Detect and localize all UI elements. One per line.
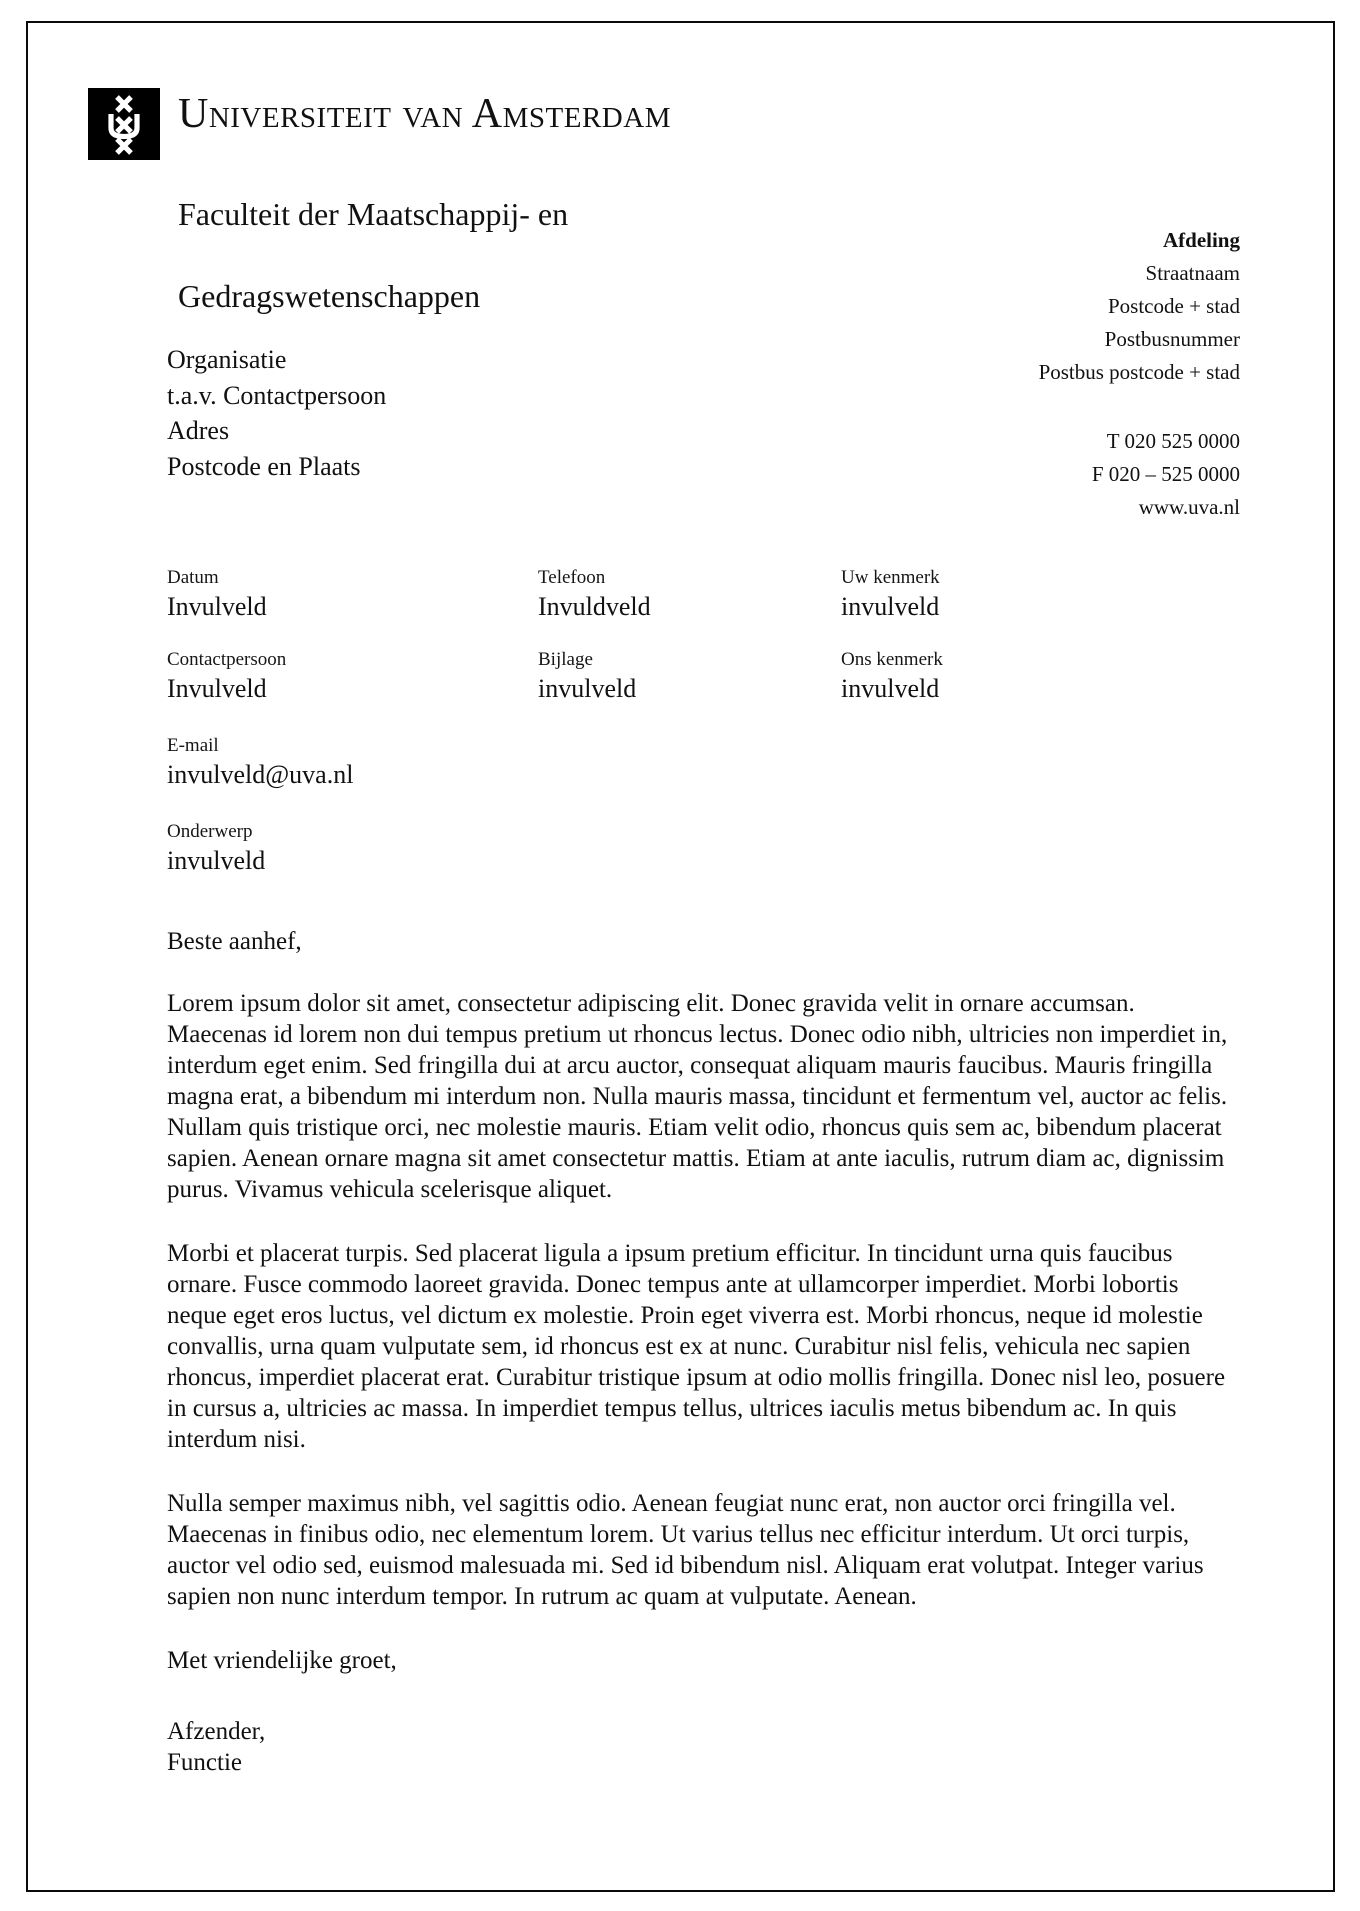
field-ons-kenmerk-value: invulveld — [841, 674, 940, 703]
sender-postcode-city: Postcode + stad — [1108, 294, 1240, 318]
signature-name: Afzender, — [167, 1718, 266, 1745]
field-uw-kenmerk-value: invulveld — [841, 592, 940, 621]
field-bijlage-label: Bijlage — [538, 649, 593, 670]
body-paragraph-3: Nulla semper maximus nibh, vel sagittis odio. Aenean feugiat nunc erat, non auctor orci fringilla vel. Maecenas in finibus odio, nec elementum lorem. Ut varius tellus nec efficitur interdum. Ut orci turpis, auctor vel odio sed, euismod malesuada mi. Sed id bibendum nisl. Aliquam erat volutpat. Integer varius sapien non nunc interdum tempor. In rutrum ac quam at vulputate. Aenean. — [167, 1490, 1204, 1610]
field-bijlage-value: invulveld — [538, 674, 637, 703]
recipient-contact: t.a.v. Contactpersoon — [167, 380, 387, 410]
field-bijlage — [538, 648, 636, 704]
faculty-name — [178, 153, 568, 358]
sender-street: Straatnaam — [1145, 261, 1240, 285]
field-uw-kenmerk — [841, 566, 940, 622]
recipient-address-block — [167, 342, 386, 484]
field-email-label: E-mail — [167, 735, 219, 756]
sender-phone: T 020 525 0000 — [1106, 429, 1240, 453]
field-telefoon-value: Invuldveld — [538, 592, 651, 621]
salutation: Beste aanhef, — [167, 928, 302, 955]
field-ons-kenmerk — [841, 648, 943, 704]
field-uw-kenmerk-label: Uw kenmerk — [841, 567, 940, 588]
field-contactpersoon — [167, 648, 286, 704]
field-datum-label: Datum — [167, 567, 219, 588]
field-contactpersoon-value: Invulveld — [167, 674, 267, 703]
signature-role: Functie — [167, 1749, 242, 1776]
field-onderwerp-label: Onderwerp — [167, 821, 253, 842]
signature-block — [167, 1716, 1240, 1778]
body-paragraph-2: Morbi et placerat turpis. Sed placerat ligula a ipsum pretium efficitur. In tincidunt urna quis faucibus ornare. Fusce commodo laoreet gravida. Donec tempus ante at ullamcorper imperdiet. Morbi lobortis neque eget eros luctus, vel dictum ex molestie. Proin eget viverra est. Morbi rhoncus, neque id molestie convallis, urna quam vulputate sem, id rhoncus est ex at nunc. Curabitur nisl felis, vehicula nec sapien rhoncus, imperdiet placerat erat. Curabitur tristique ipsum at odio mollis fringilla. Donec nisl leo, posuere in cursus a, ultricies ac massa. In imperdiet tempus tellus, ultrices iaculis metus bibendum ac. In quis interdum nisi. — [167, 1240, 1226, 1453]
sender-department: Afdeling — [1162, 228, 1240, 252]
sender-website: www.uva.nl — [1138, 495, 1240, 519]
field-onderwerp-value: invulveld — [167, 846, 266, 875]
recipient-postcode-city: Postcode en Plaats — [167, 451, 361, 481]
recipient-organisation: Organisatie — [167, 345, 287, 374]
sender-spacer — [1039, 389, 1240, 425]
uva-logo-icon — [88, 88, 160, 160]
faculty-line-1: Faculteit der Maatschappij- en — [178, 196, 569, 232]
field-datum-value: Invulveld — [167, 592, 267, 621]
closing-salutation: Met vriendelijke groet, — [167, 1647, 397, 1674]
university-wordmark: Universiteit van Amsterdam — [178, 91, 671, 137]
faculty-line-2: Gedragswetenschappen — [178, 278, 481, 314]
recipient-street: Adres — [167, 416, 230, 445]
letter-body — [167, 926, 1240, 1778]
field-telefoon-label: Telefoon — [538, 567, 606, 588]
body-paragraph-1: Lorem ipsum dolor sit amet, consectetur adipiscing elit. Donec gravida velit in ornare accumsan. Maecenas id lorem non dui tempus pretium ut rhoncus lectus. Donec odio nibh, ultricies non imperdiet in, interdum eget enim. Sed fringilla dui at arcu auctor, consequat aliquam mauris faucibus. Mauris fringilla magna erat, a bibendum mi interdum non. Nulla mauris massa, tincidunt et fermentum vel, auctor ac felis. Nullam quis tristique orci, nec molestie mauris. Etiam velit odio, rhoncus quis sem ac, bibendum placerat sapien. Aenean ornare magna sit amet consectetur mattis. Etiam at ante iaculis, rutrum diam ac, dignissim purus. Vivamus vehicula scelerisque aliquet. — [167, 990, 1228, 1203]
sender-pobox-number: Postbusnummer — [1104, 327, 1240, 351]
field-datum — [167, 566, 267, 622]
sender-pobox-postcode-city: Postbus postcode + stad — [1038, 360, 1240, 384]
field-email — [167, 734, 353, 790]
field-email-value: invulveld@uva.nl — [167, 760, 354, 789]
field-ons-kenmerk-label: Ons kenmerk — [841, 649, 943, 670]
sender-address-block — [1039, 224, 1240, 524]
field-contactpersoon-label: Contactpersoon — [167, 649, 287, 670]
field-onderwerp — [167, 820, 265, 876]
field-telefoon — [538, 566, 651, 622]
sender-fax: F 020 – 525 0000 — [1091, 462, 1240, 486]
